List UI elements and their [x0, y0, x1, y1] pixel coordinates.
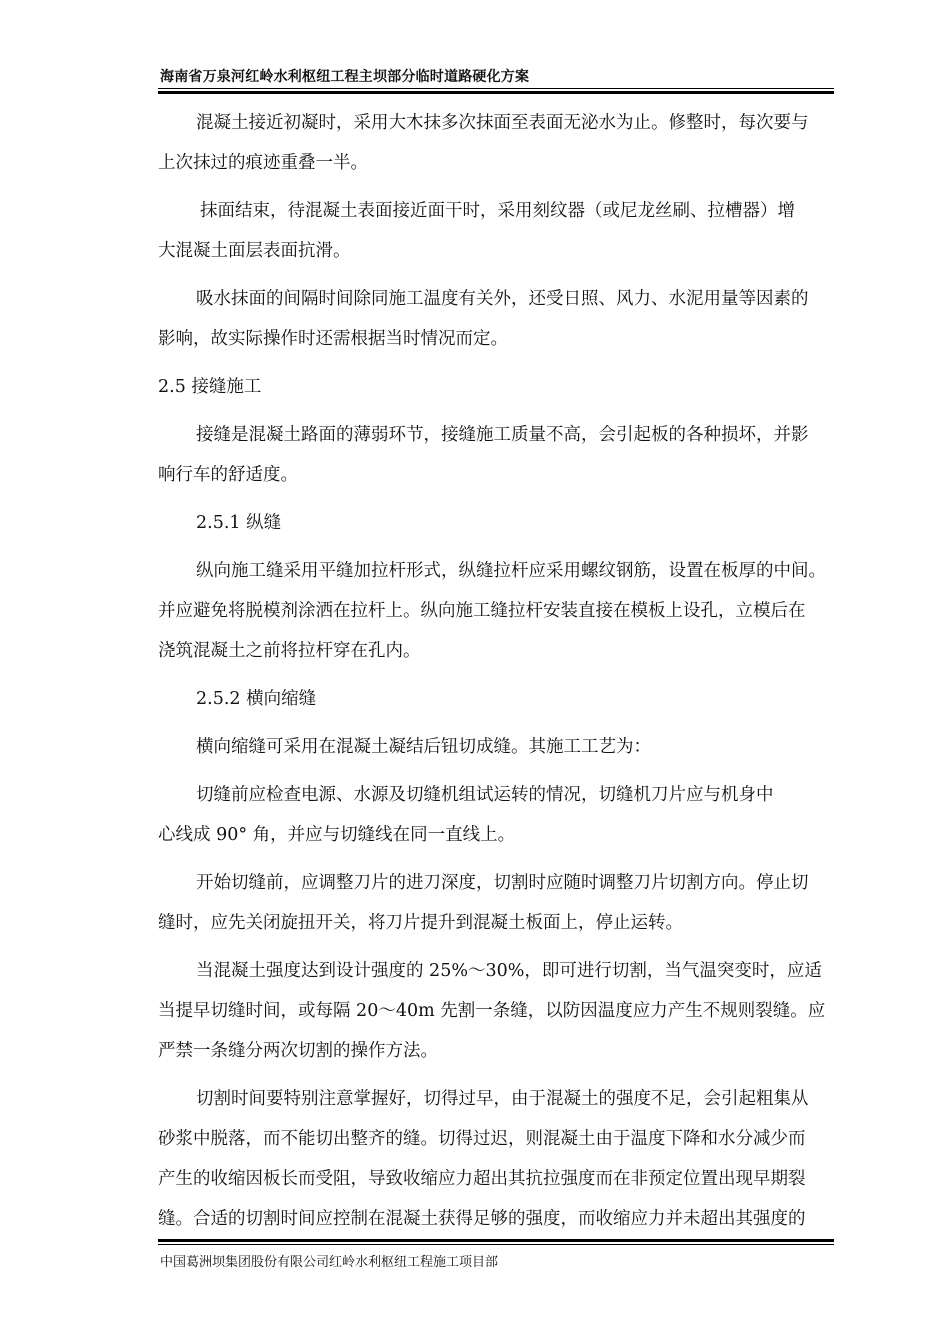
paragraph [158, 1079, 858, 1239]
footer-rule-thin [158, 1244, 834, 1245]
paragraph [158, 279, 858, 359]
paragraph [158, 951, 858, 1071]
text-line: 切割时间要特别注意掌握好，切得过早，由于混凝土的强度不足，会引起粗集从 [196, 1089, 809, 1109]
footer-rule-thick [158, 1239, 834, 1242]
text-line: 大混凝土面层表面抗滑。 [158, 241, 351, 261]
paragraph [158, 103, 858, 183]
section-heading-2-5-1 [158, 503, 858, 543]
header-rule-thick [158, 91, 834, 94]
text-line: 混凝土接近初凝时，采用大木抹多次抹面至表面无泌水为止。修整时，每次要与 [196, 113, 809, 133]
text-line: 当混凝土强度达到设计强度的 25%～30%，即可进行切割，当气温突变时，应适 [196, 961, 822, 981]
heading-text: 2.5.2 横向缩缝 [196, 689, 317, 709]
section-heading-2-5-2 [158, 679, 858, 719]
text-line: 影响，故实际操作时还需根据当时情况而定。 [158, 329, 508, 349]
text-line: 缝时，应先关闭旋扭开关，将刀片提升到混凝土板面上，停止运转。 [158, 913, 683, 933]
text-line: 浇筑混凝土之前将拉杆穿在孔内。 [158, 641, 421, 661]
text-line: 并应避免将脱模剂涂洒在拉杆上。纵向施工缝拉杆安装直接在模板上设孔，立模后在 [158, 601, 806, 621]
document-body [158, 103, 858, 1247]
text-line: 开始切缝前，应调整刀片的进刀深度，切割时应随时调整刀片切割方向。停止切 [196, 873, 809, 893]
paragraph [158, 191, 858, 271]
text-line: 吸水抹面的间隔时间除同施工温度有关外，还受日照、风力、水泥用量等因素的 [196, 289, 809, 309]
text-line: 纵向施工缝采用平缝加拉杆形式，纵缝拉杆应采用螺纹钢筋，设置在板厚的中间。 [196, 561, 826, 581]
paragraph [158, 551, 858, 671]
text-line: 心线成 90° 角，并应与切缝线在同一直线上。 [158, 825, 516, 845]
paragraph [158, 863, 858, 943]
section-heading-2-5 [158, 367, 858, 407]
text-line: 上次抹过的痕迹重叠一半。 [158, 153, 368, 173]
text-line: 接缝是混凝土路面的薄弱环节，接缝施工质量不高，会引起板的各种损坏，并影 [196, 425, 809, 445]
text-line: 切缝前应检查电源、水源及切缝机组试运转的情况，切缝机刀片应与机身中 [196, 785, 774, 805]
text-line: 当提早切缝时间，或每隔 20～40m 先割一条缝，以防因温度应力产生不规则裂缝。应 [158, 1001, 826, 1021]
paragraph [158, 727, 858, 767]
text-line: 产生的收缩因板长而受阻，导致收缩应力超出其抗拉强度而在非预定位置出现早期裂 [158, 1169, 806, 1189]
heading-text: 2.5.1 纵缝 [196, 513, 282, 533]
heading-text: 2.5 接缝施工 [158, 377, 262, 397]
text-line: 响行车的舒适度。 [158, 465, 298, 485]
text-line: 砂浆中脱落，而不能切出整齐的缝。切得过迟，则混凝土由于温度下降和水分减少而 [158, 1129, 806, 1149]
text-line: 严禁一条缝分两次切割的操作方法。 [158, 1041, 438, 1061]
page-footer-text: 中国葛洲坝集团股份有限公司红岭水利枢纽工程施工项目部 [160, 1255, 499, 1270]
text-line: 横向缩缝可采用在混凝土凝结后钮切成缝。其施工工艺为： [196, 737, 651, 757]
page-header-title: 海南省万泉河红岭水利枢纽工程主坝部分临时道路硬化方案 [160, 69, 530, 85]
paragraph [158, 415, 858, 495]
header-rule-thin [158, 88, 834, 89]
text-line: 抹面结束，待混凝土表面接近面干时，采用刻纹器（或尼龙丝刷、拉槽器）增 [200, 201, 795, 221]
text-line: 缝。合适的切割时间应控制在混凝土获得足够的强度，而收缩应力并未超出其强度的 [158, 1209, 806, 1229]
paragraph [158, 775, 858, 855]
